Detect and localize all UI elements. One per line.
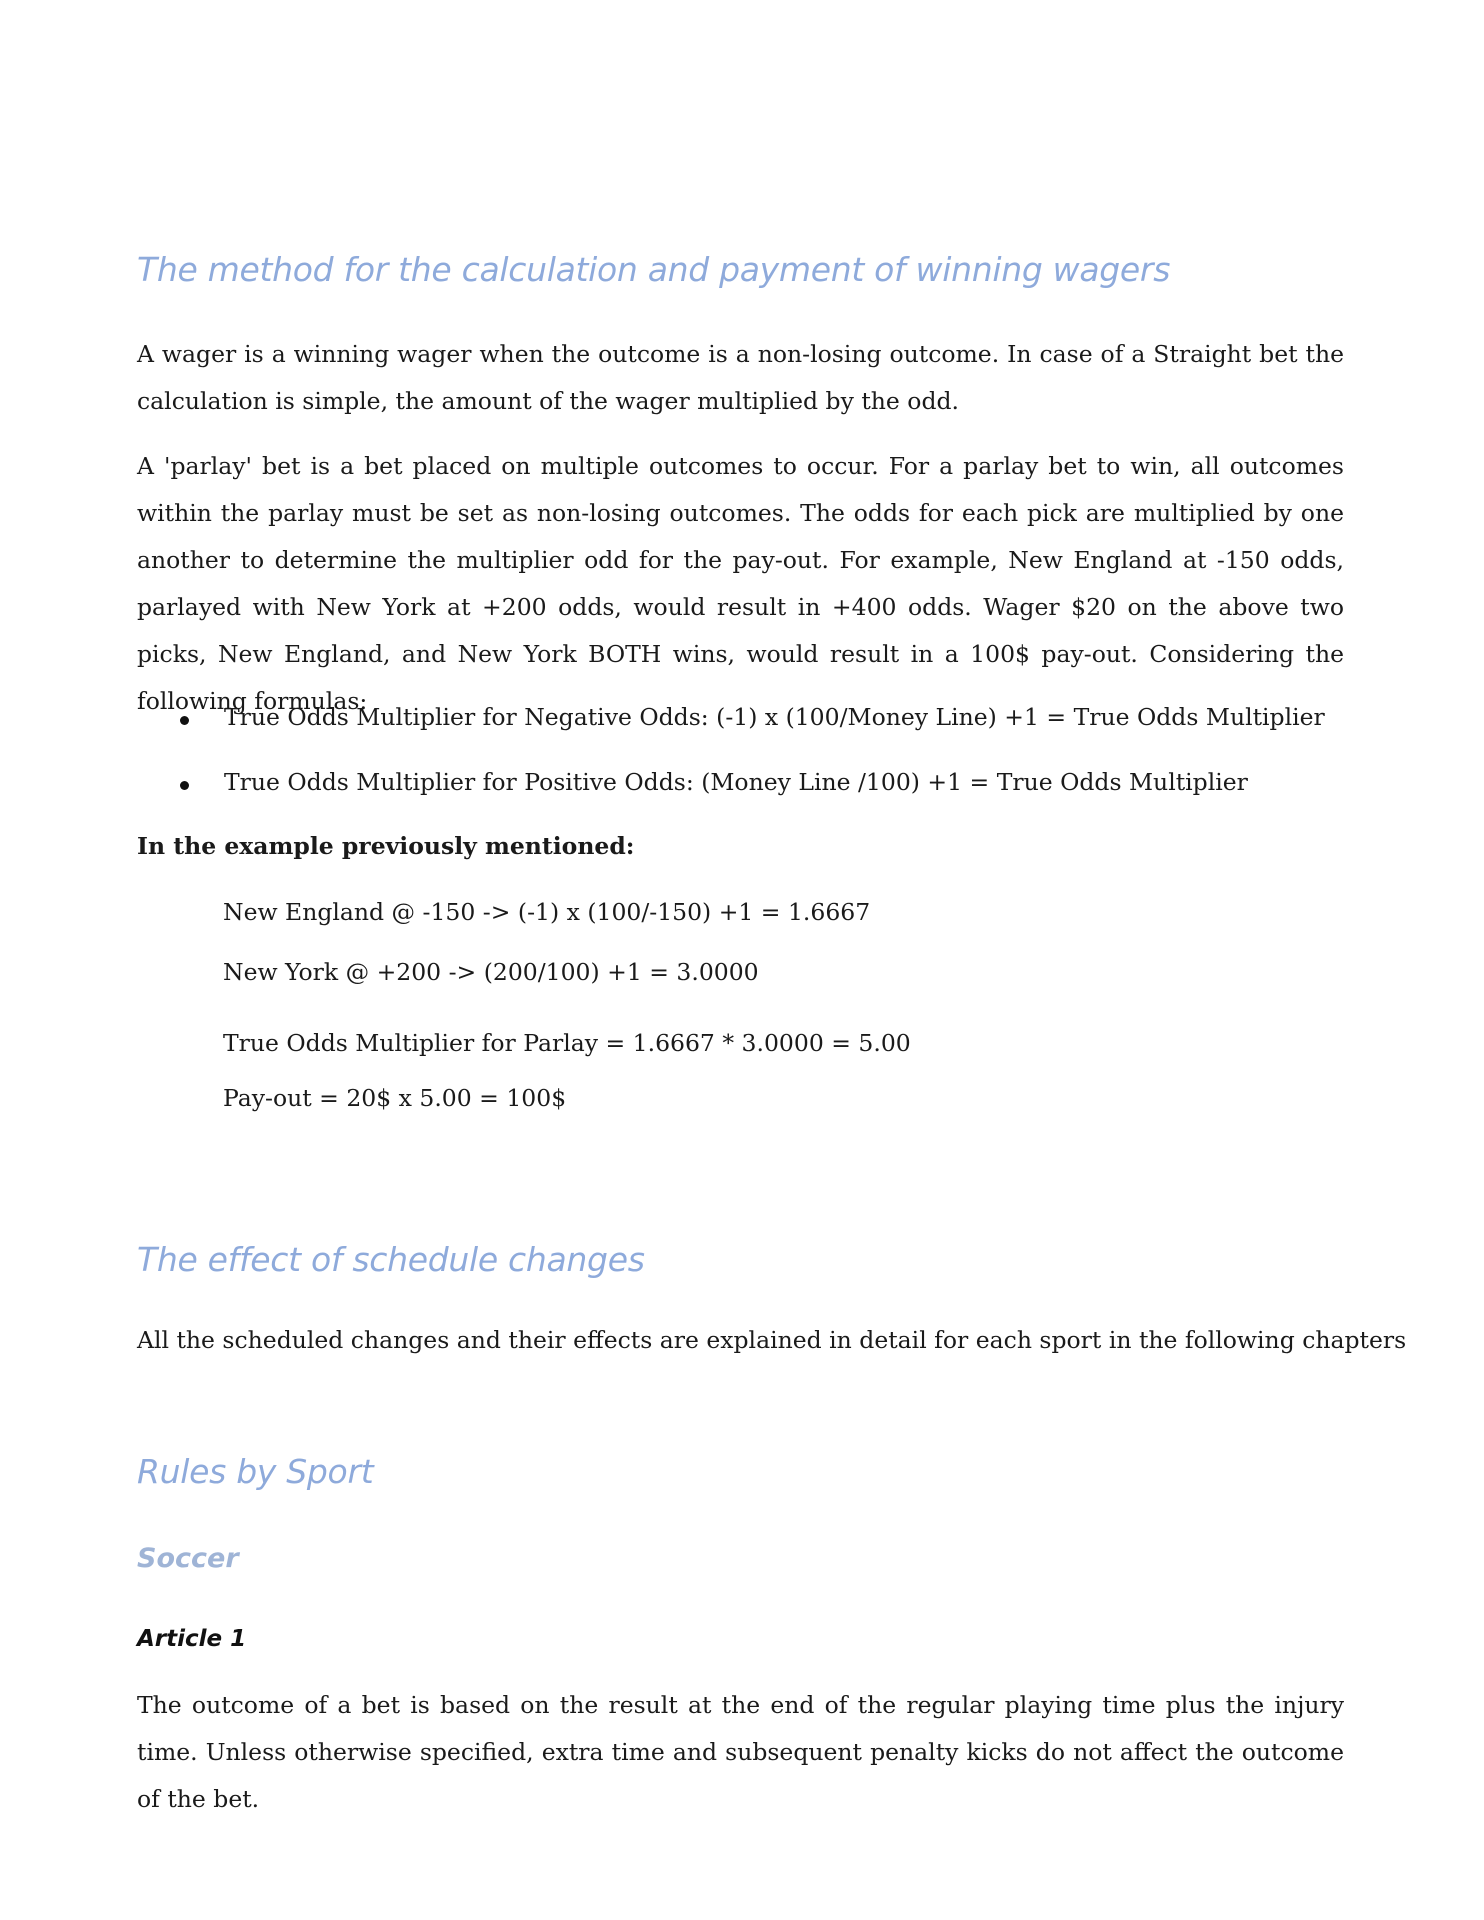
bullet-icon [180,781,189,790]
paragraph-parlay-explanation: A 'parlay' bet is a bet placed on multiple outcomes to occur. For a parlay bet to win, all outcomes within the parlay must be set as non-losing outcomes. The odds for each pick are multiplied by one another to determine the multiplier odd for the pay-out. For example, New England at -150 odds, parlayed with New York at +200 odds, would result in +400 odds. Wager $20 on the above two picks, New England, and New York BOTH wins, would result in a 100$ pay-out. Considering the following formulas: [137,452,1344,715]
section-heading-rules-by-sport: Rules by Sport [137,1452,374,1491]
paragraph-schedule-changes: All the scheduled changes and their effects are explained in detail for each sport in the following chapters [137,1326,1407,1354]
example-line-parlay-multiplier: True Odds Multiplier for Parlay = 1.6667 * 3.0000 = 5.00 [223,1029,911,1057]
bullet-icon [180,716,189,725]
bullet-positive-odds: True Odds Multiplier for Positive Odds: (Money Line /100) +1 = True Odds Multiplier [224,768,1248,796]
paragraph-article-1: The outcome of a bet is based on the result at the end of the regular playing time plus the injury time. Unless otherwise specified, extra time and subsequent penalty kicks do not affect the outcome of the bet. [137,1691,1344,1813]
example-line-payout: Pay-out = 20$ x 5.00 = 100$ [223,1084,567,1112]
example-line-new-york: New York @ +200 -> (200/100) +1 = 3.0000 [223,958,759,986]
bullet-negative-odds: True Odds Multiplier for Negative Odds: (-1) x (100/Money Line) +1 = True Odds Multiplier [224,703,1325,731]
example-label: In the example previously mentioned: [137,832,635,860]
paragraph-winning-wager-definition: A wager is a winning wager when the outcome is a non-losing outcome. In case of a Straight bet the calculation is simple, the amount of the wager multiplied by the odd. [137,340,1344,415]
subheading-soccer: Soccer [137,1543,239,1574]
section-heading-schedule-changes: The effect of schedule changes [137,1240,645,1279]
article-title: Article 1 [137,1626,247,1652]
section-heading-winning-wagers: The method for the calculation and payment of winning wagers [137,250,1171,289]
example-line-new-england: New England @ -150 -> (-1) x (100/-150) +1 = 1.6667 [223,898,871,926]
